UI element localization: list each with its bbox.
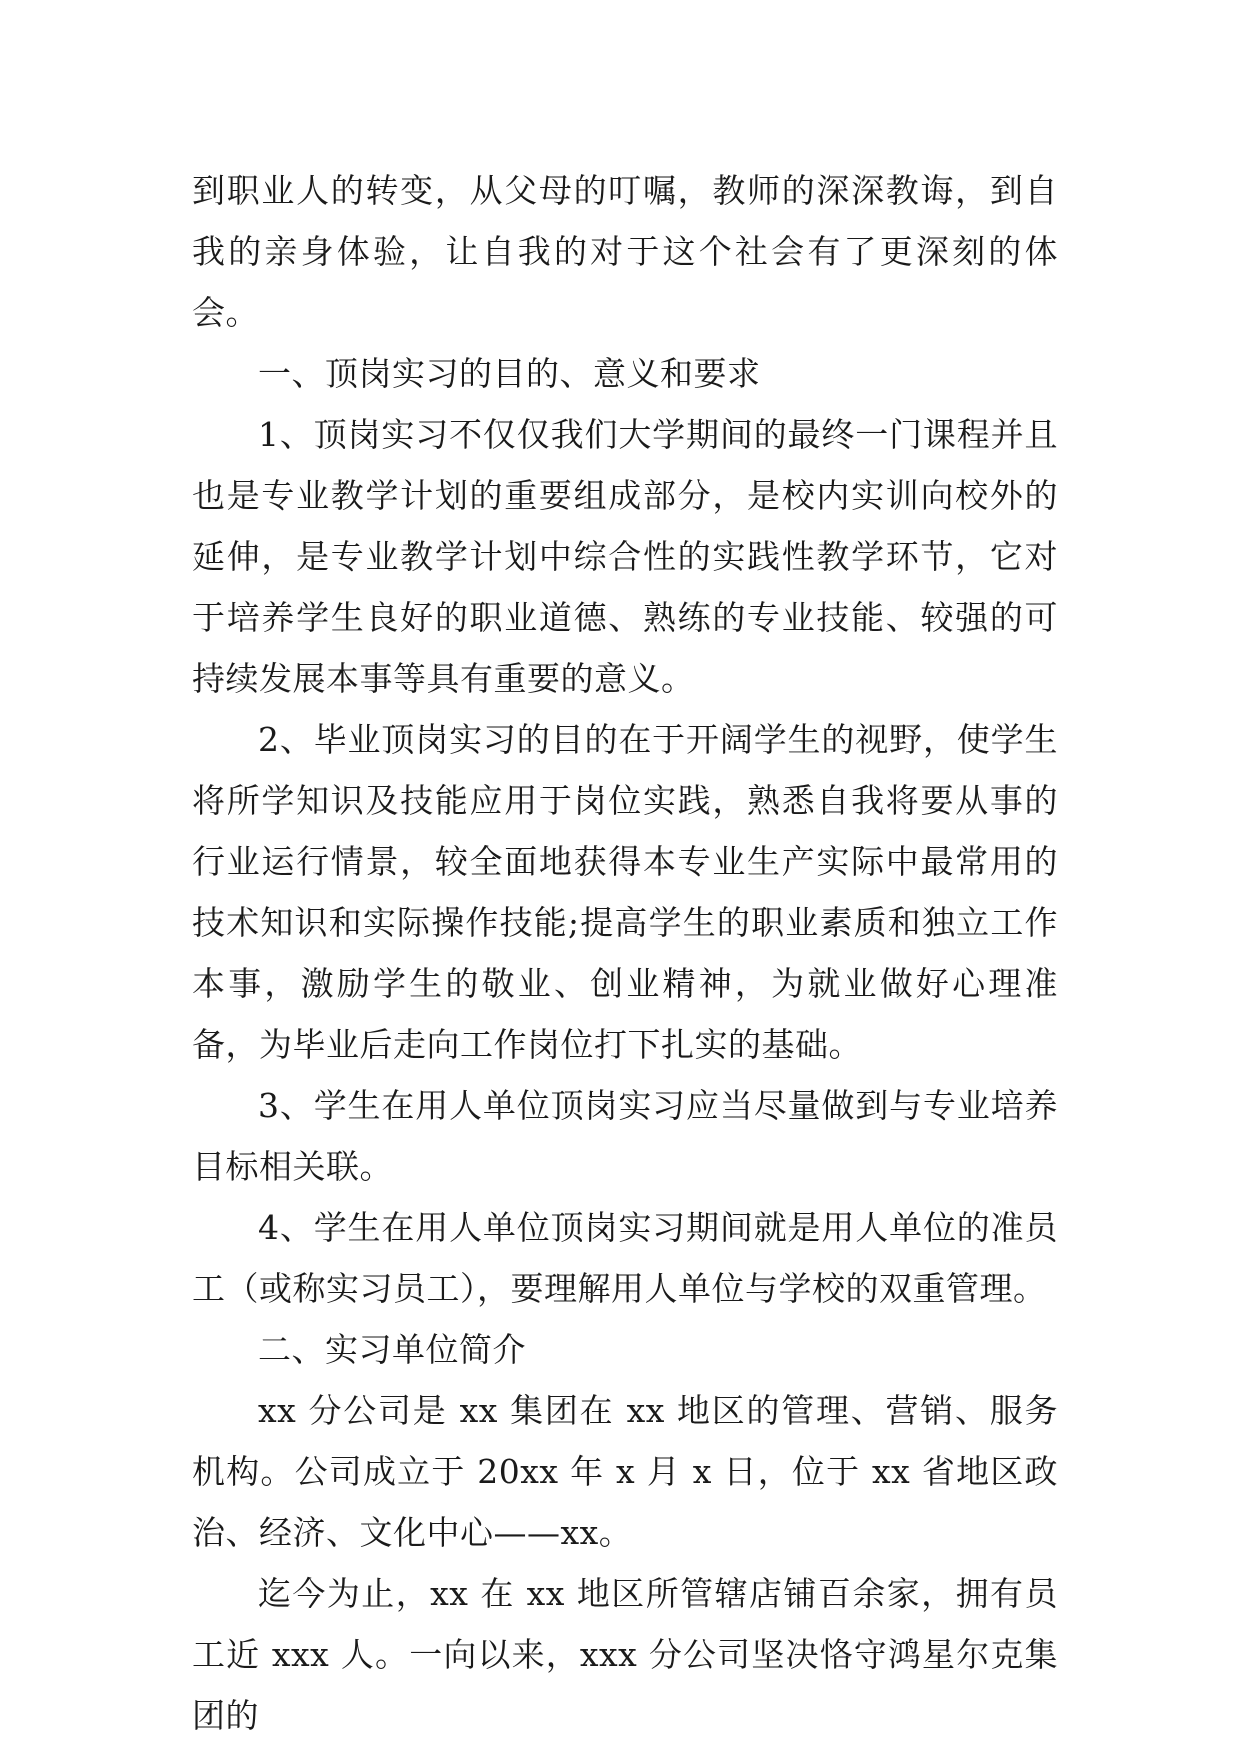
paragraph-company-intro: xx 分公司是 xx 集团在 xx 地区的管理、营销、服务机构。公司成立于 20xx 年 x 月 x 日，位于 xx 省地区政治、经济、文化中心——xx。 (192, 1391, 1058, 1552)
paragraph-item-4: 4、学生在用人单位顶岗实习期间就是用人单位的准员工（或称实习员工），要理解用人单位与学校的双重管理。 (192, 1208, 1058, 1308)
paragraph-item-3: 3、学生在用人单位顶岗实习应当尽量做到与专业培养目标相关联。 (192, 1086, 1058, 1186)
heading-section-2: 二、实习单位简介 (258, 1330, 526, 1369)
heading-section-1: 一、顶岗实习的目的、意义和要求 (258, 354, 761, 393)
paragraph-company-scale: 迄今为止，xx 在 xx 地区所管辖店铺百余家，拥有员工近 xxx 人。一向以来，xxx 分公司坚决恪守鸿星尔克集团的 (192, 1574, 1058, 1735)
paragraph-continuation: 到职业人的转变，从父母的叮嘱，教师的深深教诲，到自我的亲身体验，让自我的对于这个社会有了更深刻的体会。 (192, 171, 1058, 332)
paragraph-item-2: 2、毕业顶岗实习的目的在于开阔学生的视野，使学生将所学知识及技能应用于岗位实践，熟悉自我将要从事的行业运行情景，较全面地获得本专业生产实际中最常用的技术知识和实际操作技能;提高学生的职业素质和独立工作本事，激励学生的敬业、创业精神，为就业做好心理准备，为毕业后走向工作岗位打下扎实的基础。 (192, 720, 1058, 1064)
document-body (192, 160, 1058, 1746)
paragraph-item-1: 1、顶岗实习不仅仅我们大学期间的最终一门课程并且也是专业教学计划的重要组成部分，是校内实训向校外的延伸，是专业教学计划中综合性的实践性教学环节，它对于培养学生良好的职业道德、熟练的专业技能、较强的可持续发展本事等具有重要的意义。 (192, 415, 1058, 698)
